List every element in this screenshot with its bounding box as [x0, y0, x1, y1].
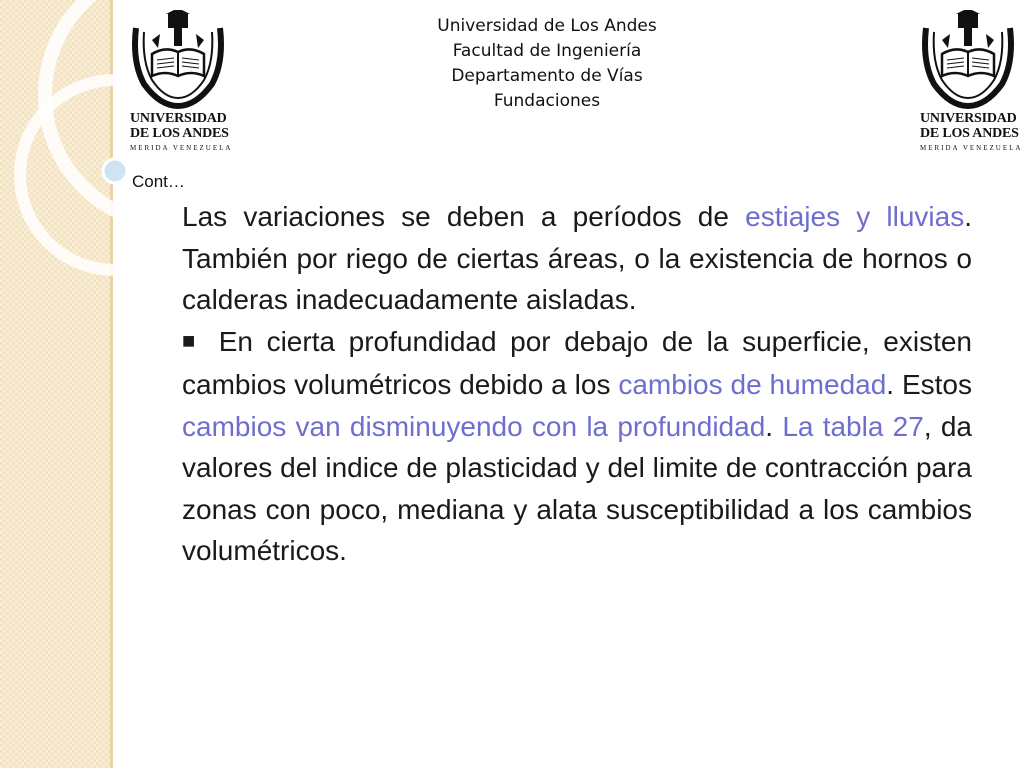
highlighted-text: La tabla 27	[782, 410, 924, 442]
highlighted-text: cambios van disminuyendo con la profundidad	[182, 410, 766, 442]
body-text-segment: Las variaciones se deben a períodos de	[182, 201, 746, 232]
logo-wordmark-line3: MERIDA VENEZUELA	[130, 144, 233, 152]
continuation-label: Cont…	[132, 172, 185, 191]
slide-header	[330, 14, 764, 114]
highlighted-text: estiajes y lluvias	[745, 201, 965, 232]
body-text-segment: En cierta profundidad por debajo de la superficie, existen cambios volumétricos debido a los	[182, 325, 973, 400]
bullet-square-icon: ■	[182, 327, 202, 353]
header-course: Fundaciones	[493, 91, 601, 111]
university-logo-right	[920, 10, 1023, 152]
body-text-segment: . Estos	[886, 369, 972, 400]
body-text-segment: . También por riego de ciertas áreas, o la existencia de hornos o calderas inadecuadamente aisladas.	[182, 201, 973, 315]
header-department: Departamento de Vías	[451, 66, 643, 86]
body-text-segment: .	[765, 410, 783, 442]
logo-wordmark-line3: MERIDA VENEZUELA	[920, 144, 1023, 152]
decorative-dot	[103, 159, 127, 183]
body-paragraph-1	[182, 196, 972, 321]
body-text-segment: , da valores del indice de plasticidad y del limite de contracción para zonas con poco, mediana y alata susceptibilidad a los cambios volumétricos.	[182, 410, 973, 566]
logo-wordmark-line2: DE LOS ANDES	[130, 126, 229, 141]
university-seal-icon	[920, 10, 1016, 110]
body-paragraph-2	[182, 321, 972, 572]
logo-wordmark-line2: DE LOS ANDES	[920, 126, 1019, 141]
logo-wordmark-line1: UNIVERSIDAD	[920, 111, 1017, 126]
header-faculty: Facultad de Ingeniería	[452, 41, 642, 61]
header-university: Universidad de Los Andes	[437, 16, 657, 36]
slide-body	[182, 196, 972, 572]
university-logo-left	[130, 10, 233, 152]
logo-wordmark-line1: UNIVERSIDAD	[130, 111, 227, 126]
highlighted-text: cambios de humedad	[618, 369, 887, 400]
university-seal-icon	[130, 10, 226, 110]
